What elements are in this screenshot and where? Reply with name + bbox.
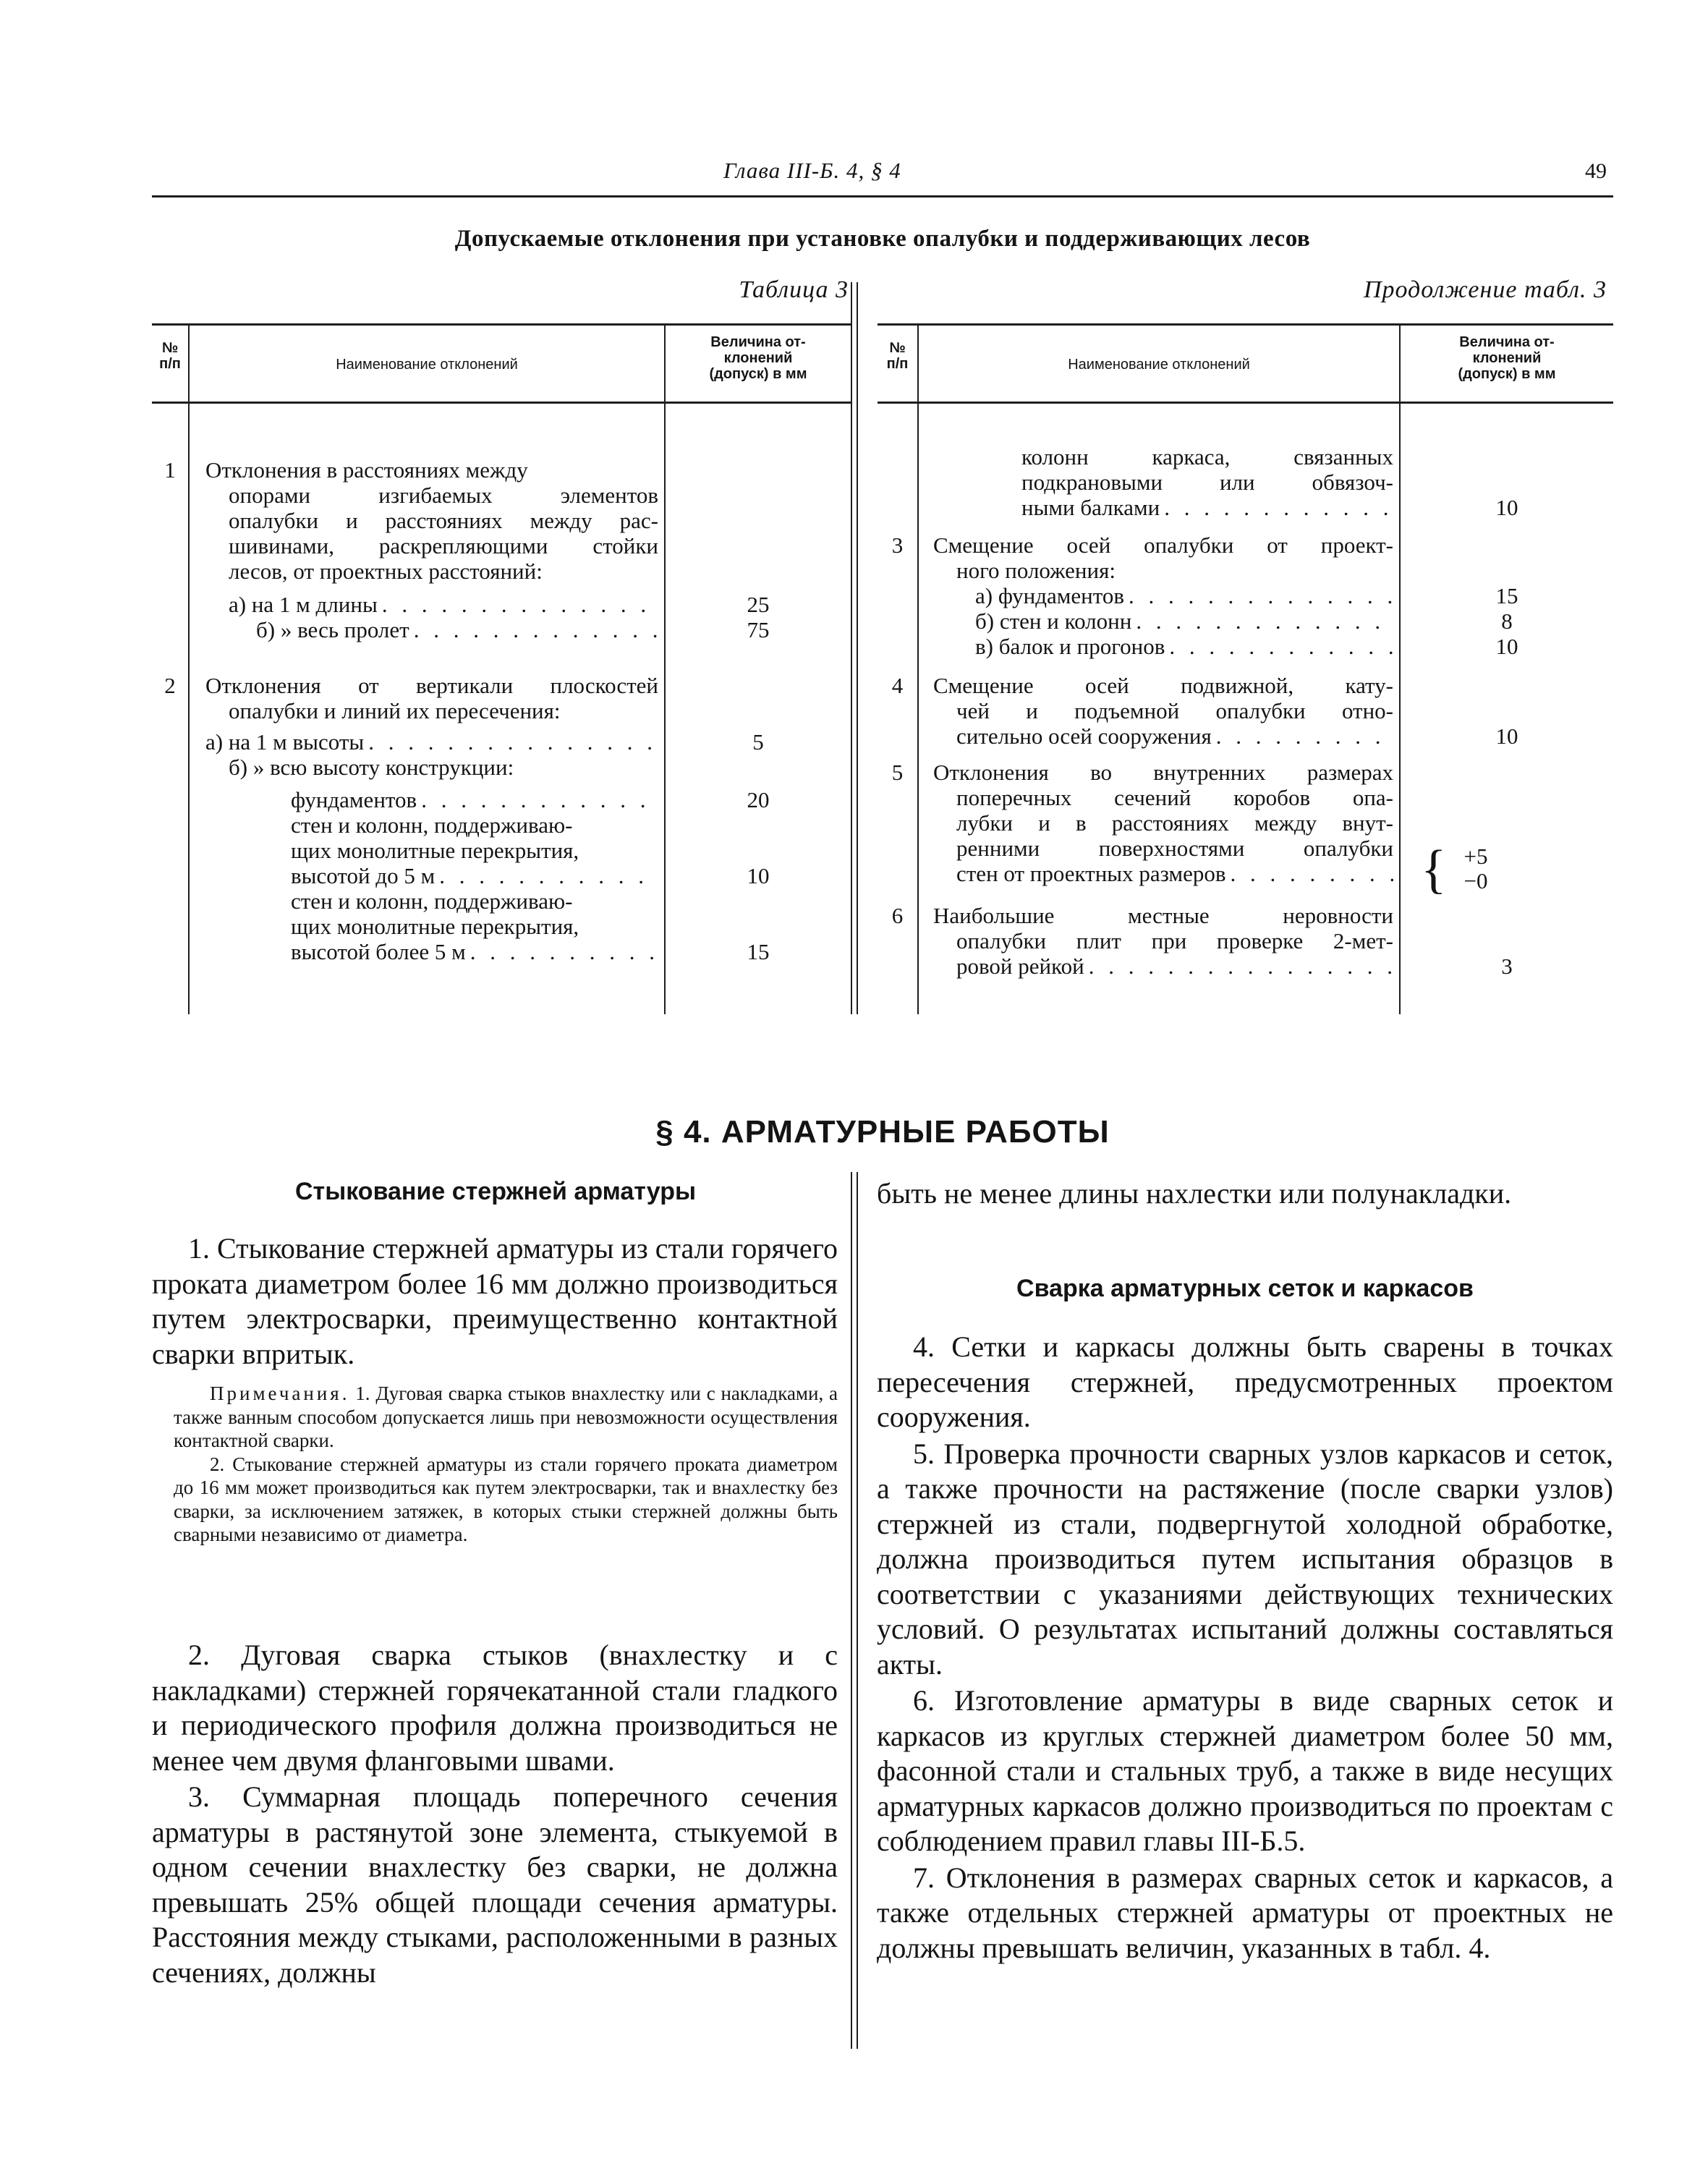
row-text: стен и колонн, поддерживаю- щих монолитные перекрытия, — [291, 888, 579, 939]
table-col-divider — [1399, 323, 1401, 1014]
row-item: стен от проектных размеров . . . — [956, 861, 1393, 886]
header-no: № п/п — [159, 340, 181, 372]
table-col-divider — [664, 323, 666, 1014]
row-number: 4 — [891, 673, 904, 698]
row-value: 10 — [747, 863, 770, 888]
row-value: 15 — [1495, 583, 1518, 608]
row-item: высотой до 5 м . . . — [291, 863, 658, 888]
column-double-rule — [851, 1172, 852, 2049]
row-value: 10 — [1495, 723, 1518, 749]
row-value: 20 — [747, 787, 770, 812]
subsection-heading: Стыкование стержней арматуры — [294, 1178, 697, 1205]
row-value: 8 — [1501, 608, 1513, 634]
notes: Примечания. 1. Дуговая сварка стыков внахлестку или с накладками, а также ванным способом допускается лишь при невозможности осуществления контактной сварки. 2. Стыкование стержней арматуры из стали горячего проката диаметром до 16 мм может производиться как путем электросварки, так и внахлестку без сварки, за исключением затяжек, в которых стыки стержней должны быть сварными независимо от диаметра. — [174, 1382, 838, 1545]
row-text: Наибольшие местные неровности — [933, 903, 1393, 928]
row-item: в) балок и прогонов . . . — [975, 634, 1393, 659]
row-item: высотой более 5 м . . . — [291, 939, 658, 964]
row-value: 10 — [1495, 495, 1518, 520]
row-text: опорами изгибаемых элементов опалубки и расстояниях между рас- шивинами, раскрепляющими стойки лесов, от проектных расстояний: — [229, 483, 658, 584]
header-rule — [152, 195, 1613, 197]
row-value: 5 — [752, 729, 764, 755]
column-double-rule — [857, 1172, 858, 2049]
row-item: фундаментов . . . — [291, 787, 658, 812]
row-text: Смещение осей опалубки от проект- — [933, 532, 1393, 558]
row-text: опалубки и линий их пересечения: — [229, 698, 561, 723]
row-text: Смещение осей подвижной, кату- — [933, 673, 1393, 698]
row-item: сительно осей сооружения . . . — [956, 723, 1393, 749]
row-item: ровой рейкой . . . — [956, 953, 1393, 979]
table-double-rule — [851, 282, 852, 1014]
section-title: § 4. АРМАТУРНЫЕ РАБОТЫ — [655, 1114, 1110, 1150]
header-value: Величина от- клонений (допуск) в мм — [709, 334, 807, 382]
table-label-left: Таблица 3 — [739, 276, 849, 303]
row-value: 10 — [1495, 634, 1518, 659]
row-text: б) » всю высоту конструкции: — [229, 755, 514, 780]
table-label-right: Продолжение табл. 3 — [1363, 276, 1607, 303]
row-text: чей и подъемной опалубки отно- — [956, 698, 1393, 723]
row-item: ными балками . . . — [1021, 495, 1393, 520]
table-col-divider — [188, 323, 190, 1014]
row-number: 5 — [891, 760, 904, 785]
row-text: Отклонения в расстояниях между — [205, 457, 528, 483]
page-number: 49 — [1585, 159, 1607, 183]
row-item: а) на 1 м длины . . . — [229, 592, 658, 617]
table-double-rule — [857, 282, 858, 1014]
row-text: стен и колонн, поддерживаю- щих монолитные перекрытия, — [291, 812, 579, 863]
row-item: а) на 1 м высоты . . . — [205, 729, 658, 755]
table-top-rule — [152, 323, 852, 326]
row-text: опалубки плит при проверке 2-мет- — [956, 928, 1393, 953]
running-title: Глава III-Б. 4, § 4 — [723, 158, 901, 183]
subsection-heading: Сварка арматурных сеток и каркасов — [1016, 1275, 1474, 1302]
row-text: колонн каркаса, связанных подкрановыми или обвязоч- — [1021, 444, 1393, 495]
notes-label: Примечания. — [210, 1382, 350, 1404]
header-name: Наименование отклонений — [1068, 357, 1250, 373]
row-value: +5 — [1463, 844, 1488, 869]
paragraph: быть не менее длины нахлестки или полунакладки. — [877, 1177, 1512, 1210]
row-item: б) стен и колонн . . . — [975, 608, 1393, 634]
row-text: поперечных сечений коробов опа- лубки и в расстояниях между внут- ренними поверхностями опалубки — [956, 785, 1393, 861]
row-value: −0 — [1463, 868, 1488, 893]
row-item: б) » весь пролет . . . — [256, 617, 658, 642]
row-text: Отклонения от вертикали плоскостей — [205, 673, 658, 698]
row-number: 2 — [164, 673, 176, 698]
table-top-rule — [878, 323, 1613, 326]
row-text: Отклонения во внутренних размерах — [933, 760, 1393, 785]
row-item: а) фундаментов . . . — [975, 583, 1393, 608]
row-value: 75 — [747, 617, 770, 642]
row-value: 3 — [1501, 953, 1513, 979]
header-value: Величина от- клонений (допуск) в мм — [1458, 334, 1556, 382]
table-header-rule — [152, 402, 852, 404]
table-col-divider — [917, 323, 919, 1014]
row-number: 3 — [891, 532, 904, 558]
row-text: ного положения: — [956, 558, 1116, 583]
row-value: 15 — [747, 939, 770, 964]
brace: { — [1421, 840, 1447, 899]
row-value: 25 — [747, 592, 770, 617]
paragraph: 2. Дуговая сварка стыков (внахлестку и с накладками) стержней горячекатанной стали гладкого и периодического профиля должна производиться не менее чем двумя фланговыми швами. 3. Суммарная площадь поперечного сечения арматуры в растянутой зоне элемента, стыкуемой в одном сечении внахлестку без сварки, не должна превышать 25% общей площади сечения арматуры. Расстояния между стыками, расположенными в разных сечениях, должны — [152, 1639, 838, 1989]
paragraph: 1. Стыкование стержней арматуры из стали горячего проката диаметром более 16 мм должно производиться путем электросварки, преимущественно контактной сварки впритык. — [152, 1232, 838, 1370]
table-title: Допускаемые отклонения при установке опалубки и поддерживающих лесов — [454, 226, 1311, 252]
paragraph: 4. Сетки и каркасы должны быть сварены в точках пересечения стержней, предусмотренных проектом сооружения. 5. Проверка прочности сварных узлов каркасов и сеток, а также прочности на растяжение (после сварки узлов) стержней из стали, подвергнутой холодной обработке, должна производиться путем испытания образцов в соответствии с указаниями действующих технических условий. О результатах испытаний должны составляться акты. 6. Изготовление арматуры в виде сварных сеток и каркасов из круглых стержней диаметром более 50 мм, фасонной стали и стальных труб, а также в виде несущих арматурных каркасов должно производиться по проектам с соблюдением правил главы III-Б.5. 7. Отклонения в размерах сварных сеток и каркасов, а также отдельных стержней арматуры от проектных не должны превышать величин, указанных в табл. 4. — [877, 1330, 1613, 1964]
table-header-rule — [878, 402, 1613, 404]
header-name: Наименование отклонений — [336, 357, 518, 373]
header-no: № п/п — [886, 340, 909, 372]
row-number: 1 — [164, 457, 176, 483]
row-number: 6 — [891, 903, 904, 928]
